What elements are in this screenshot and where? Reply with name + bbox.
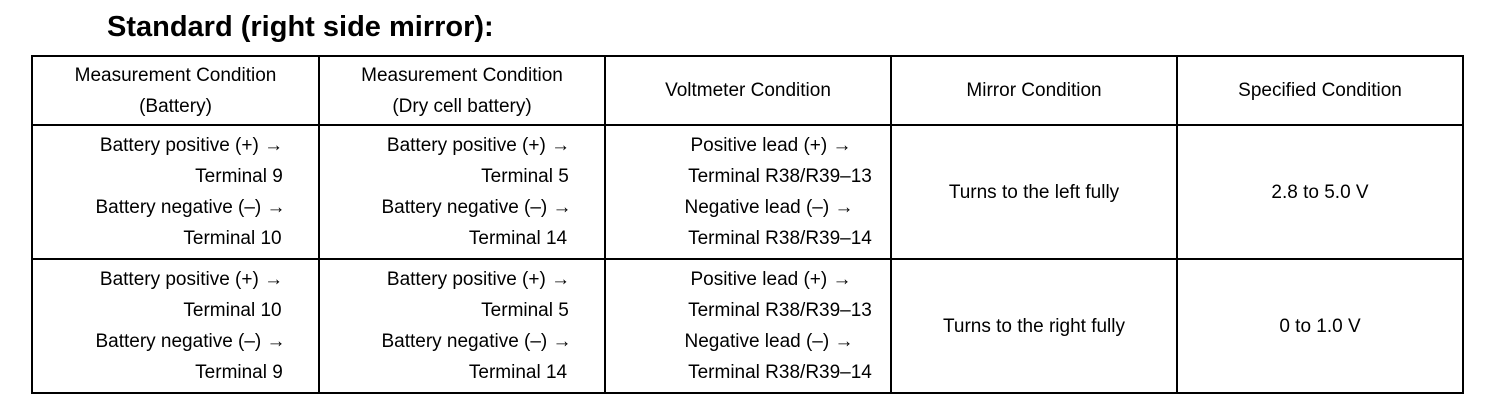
cell-line: Battery positive (+) → xyxy=(99,269,284,290)
cell-line: Terminal R38/R39–13 xyxy=(688,300,872,321)
cell-line: Battery negative (–) → xyxy=(95,197,286,218)
cell-line: Terminal 5 xyxy=(481,300,569,321)
header-line: Voltmeter Condition xyxy=(665,80,831,101)
cell-specified: 2.8 to 5.0 V xyxy=(1177,125,1463,259)
cell-mirror: Turns to the right fully xyxy=(891,259,1177,393)
header-line: Mirror Condition xyxy=(966,80,1102,101)
cell-line: Battery positive (+) → xyxy=(386,135,571,156)
header-line: (Dry cell battery) xyxy=(392,95,532,117)
cell-dry-cell xyxy=(319,125,605,259)
spec-table xyxy=(31,55,1464,394)
cell-specified: 0 to 1.0 V xyxy=(1177,259,1463,393)
cell-line: Terminal 10 xyxy=(183,300,282,321)
cell-line: Terminal 9 xyxy=(195,362,283,383)
header-mirror xyxy=(891,56,1177,125)
cell-line: Battery negative (–) → xyxy=(381,331,572,352)
cell-line: Terminal 5 xyxy=(481,166,569,187)
cell-line: Negative lead (–) → xyxy=(684,197,854,218)
header-line: Measurement Condition xyxy=(74,64,277,86)
header-line: (Battery) xyxy=(139,95,212,117)
cell-line: Battery positive (+) → xyxy=(99,135,284,156)
header-line: Measurement Condition xyxy=(361,64,563,86)
cell-line: Terminal 9 xyxy=(195,166,283,187)
cell-line: Terminal 14 xyxy=(468,228,568,249)
cell-line: Terminal R38/R39–14 xyxy=(688,228,872,249)
page-title: Standard (right side mirror): xyxy=(107,11,494,43)
header-line: Specified Condition xyxy=(1238,80,1402,101)
cell-line: Positive lead (+) → xyxy=(690,269,852,290)
cell-line: Terminal 14 xyxy=(468,362,568,383)
header-measurement-battery xyxy=(32,56,319,125)
cell-battery xyxy=(32,259,319,393)
cell-line: Battery negative (–) → xyxy=(381,197,572,218)
header-measurement-dry-cell xyxy=(319,56,605,125)
cell-voltmeter xyxy=(605,259,891,393)
table-row xyxy=(32,125,1463,259)
cell-voltmeter xyxy=(605,125,891,259)
table-row xyxy=(32,259,1463,393)
cell-line: Terminal R38/R39–13 xyxy=(688,166,872,187)
cell-line: Terminal 10 xyxy=(183,228,282,249)
cell-line: Battery negative (–) → xyxy=(95,331,286,352)
table-header-row xyxy=(32,56,1463,125)
cell-line: Positive lead (+) → xyxy=(690,135,852,156)
cell-battery xyxy=(32,125,319,259)
header-voltmeter xyxy=(605,56,891,125)
header-specified xyxy=(1177,56,1463,125)
cell-mirror: Turns to the left fully xyxy=(891,125,1177,259)
cell-line: Negative lead (–) → xyxy=(684,331,854,352)
cell-line: Terminal R38/R39–14 xyxy=(688,362,872,383)
cell-line: Battery positive (+) → xyxy=(386,269,571,290)
cell-dry-cell xyxy=(319,259,605,393)
